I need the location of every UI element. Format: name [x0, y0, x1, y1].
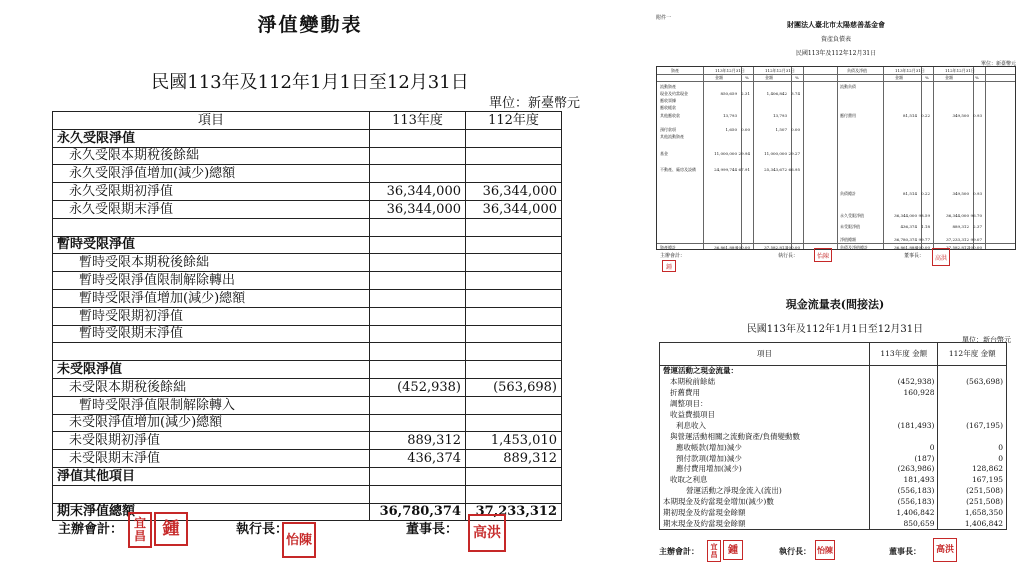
bs-liability-112-pct: 99.07 [970, 237, 982, 242]
cf-accountant-seal-b: 鍾 [723, 540, 743, 560]
bs-header-assets: 資產 [671, 68, 679, 73]
table-header-row [660, 343, 1007, 366]
table-row [660, 377, 1007, 388]
value-113: 36,344,000 [370, 183, 466, 201]
row-label: 暫時受限淨值限制解除轉入 [53, 396, 370, 414]
value-113 [370, 129, 466, 147]
value-113 [370, 343, 466, 361]
value-113 [370, 147, 466, 165]
bs-asset-113-pct: 100.00 [736, 245, 750, 250]
bs-liability-113: 436,374 [900, 224, 917, 229]
bs-asset-label: 其他流動資產 [660, 134, 684, 139]
table-row [53, 165, 562, 183]
row-label: 未受限期末淨值 [53, 450, 370, 468]
table-row [660, 475, 1007, 486]
table-row [53, 485, 562, 503]
row-label: 利息收入 [660, 420, 870, 431]
cf-chairman-label: 董事長： [889, 546, 921, 556]
table-row [660, 420, 1007, 431]
column-header-item: 項目 [53, 112, 370, 130]
table-row [53, 183, 562, 201]
value-112: (251,508) [938, 486, 1007, 497]
cf-accountant-label: 主辦會計： [659, 546, 699, 556]
table-row [660, 399, 1007, 410]
row-label: 淨值其他項目 [53, 467, 370, 485]
bs-sub-header: 金額 [715, 75, 723, 80]
bs-header-113: 113年12月31日 [895, 68, 925, 73]
row-label: 應收帳款(增加)減少 [660, 442, 870, 453]
table-row [660, 508, 1007, 519]
bs-liability-113: 36,780,374 [894, 237, 917, 242]
bs-asset-112: 13,793 [773, 113, 787, 118]
row-label: 營運活動之淨現金流入(流出) [660, 486, 870, 497]
cash-flow-title: 現金流量表(間接法) [785, 298, 885, 311]
bs-asset-112-pct: 100.00 [786, 245, 800, 250]
row-label [53, 218, 370, 236]
value-112 [466, 343, 562, 361]
grid-line [837, 67, 838, 249]
value-112 [466, 325, 562, 343]
table-row [660, 497, 1007, 508]
row-label: 永久受限本期稅後餘絀 [53, 147, 370, 165]
value-112 [466, 129, 562, 147]
bs-asset-113-pct: 67.91 [738, 167, 750, 172]
grid-line [921, 67, 922, 249]
value-113: 436,374 [370, 450, 466, 468]
table-row [53, 432, 562, 450]
statement-period: 民國113年及112年1月1日至12月31日 [151, 72, 469, 93]
grid-line [703, 67, 704, 249]
bs-liability-label: 淨值總額 [840, 237, 856, 242]
table-row [53, 200, 562, 218]
bs-liability-113: 81,514 [903, 113, 917, 118]
cf-chairman-seal: 高洪 [933, 538, 957, 562]
row-label: 永久受限淨值 [53, 129, 370, 147]
row-label: 期末現金及約當現金餘額 [660, 518, 870, 529]
bs-asset-label: 基金 [660, 151, 668, 156]
bs-asset-112: 1,406,842 [766, 91, 787, 96]
table-row [53, 254, 562, 272]
bs-liability-112: 889,312 [952, 224, 969, 229]
column-header-112: 112年度 [466, 112, 562, 130]
value-112 [466, 485, 562, 503]
row-label: 暫時受限期初淨值 [53, 307, 370, 325]
row-label: 暫時受限期末淨值 [53, 325, 370, 343]
balance-sheet-date: 民國113年及112年12月31日 [795, 50, 877, 57]
bs-liability-113-pct: 99.77 [918, 237, 930, 242]
table-row [53, 218, 562, 236]
value-112: (167,195) [938, 420, 1007, 431]
value-112 [466, 307, 562, 325]
grid-line [753, 67, 754, 249]
cash-flow-unit: 單位：新台幣元 [962, 336, 1011, 344]
bs-header-112: 112年12月31日 [945, 68, 975, 73]
bs-asset-113-pct: 0.00 [741, 127, 750, 132]
column-header-112: 112年度 金額 [938, 343, 1007, 366]
bs-asset-label: 現金及約當現金 [660, 91, 688, 96]
value-112 [938, 410, 1007, 421]
bs-asset-113-pct: 29.94 [738, 151, 750, 156]
bs-header-113: 113年12月31日 [715, 68, 745, 73]
row-label: 暫時受限淨值增加(減少)總額 [53, 289, 370, 307]
bs-asset-label: 資產總計 [660, 245, 676, 250]
value-113 [370, 467, 466, 485]
value-112: (563,698) [938, 377, 1007, 388]
row-label: 未受限淨值增加(減少)總額 [53, 414, 370, 432]
balance-sheet-title: 資產負債表 [820, 36, 851, 43]
value-112 [466, 361, 562, 379]
balance-sheet [656, 10, 1016, 272]
bs-liability-113: 36,861,888 [894, 245, 917, 250]
balance-sheet-table [656, 66, 1016, 250]
value-112 [938, 366, 1007, 377]
value-112: 889,312 [466, 450, 562, 468]
bs-liability-112-pct: 0.93 [973, 113, 982, 118]
bs-accountant-label: 主辦會計： [660, 253, 686, 259]
grid-line [985, 67, 986, 249]
value-113 [869, 366, 938, 377]
table-row [660, 366, 1007, 377]
value-113: 36,344,000 [370, 200, 466, 218]
cash-flow-period: 民國113年及112年1月1日至12月31日 [746, 324, 924, 335]
table-row [660, 486, 1007, 497]
table-row [660, 410, 1007, 421]
value-112: 36,344,000 [466, 200, 562, 218]
value-112 [466, 218, 562, 236]
bs-liability-label: 負債總計 [840, 191, 856, 196]
value-112: 167,195 [938, 475, 1007, 486]
column-header-113: 113年度 金額 [869, 343, 938, 366]
cash-flow-table [659, 342, 1007, 530]
bs-asset-113: 13,793 [723, 113, 737, 118]
bs-liability-112-pct: 0.93 [973, 191, 982, 196]
cf-executive-seal: 怡陳 [815, 540, 835, 560]
organization-name: 財團法人臺北市太陽慈善基金會 [787, 20, 885, 29]
row-label: 期末淨值總額 [53, 503, 370, 521]
value-112 [466, 289, 562, 307]
value-112: 0 [938, 453, 1007, 464]
value-112: 1,406,842 [938, 518, 1007, 529]
value-112 [466, 165, 562, 183]
value-113: 181,493 [869, 475, 938, 486]
value-113: (263,986) [869, 464, 938, 475]
statement-title: 淨值變動表 [257, 14, 363, 36]
row-label: 未受限淨值 [53, 361, 370, 379]
value-112 [938, 431, 1007, 442]
value-113 [869, 431, 938, 442]
value-113 [370, 325, 466, 343]
column-header-113: 113年度 [370, 112, 466, 130]
value-112: 128,862 [938, 464, 1007, 475]
bs-asset-label: 預付款項 [660, 127, 676, 132]
bs-asset-113: 11,000,000 [714, 151, 737, 156]
value-113 [370, 289, 466, 307]
grid-line [933, 67, 934, 249]
value-112 [466, 236, 562, 254]
table-row [53, 414, 562, 432]
bs-asset-113: 24,999,744 [714, 167, 737, 172]
table-row [53, 343, 562, 361]
table-row [53, 236, 562, 254]
table-row [53, 307, 562, 325]
bs-liability-112: 37,233,312 [946, 237, 969, 242]
table-header-row [53, 112, 562, 130]
value-112 [466, 254, 562, 272]
table-row [53, 467, 562, 485]
row-label: 永久受限期末淨值 [53, 200, 370, 218]
value-112: (563,698) [466, 378, 562, 396]
executive-seal: 怡陳 [282, 522, 316, 558]
bs-executive-label: 執行長： [778, 253, 799, 259]
bs-sub-header: % [795, 75, 799, 80]
bs-asset-112: 1,507 [775, 127, 787, 132]
value-113: (556,183) [869, 497, 938, 508]
table-row [53, 272, 562, 290]
bs-sub-header: % [745, 75, 749, 80]
row-label: 暫時受限淨值限制解除轉出 [53, 272, 370, 290]
value-112 [466, 272, 562, 290]
bs-asset-112-pct: 3.74 [791, 91, 800, 96]
table-row [660, 442, 1007, 453]
value-113 [869, 399, 938, 410]
table-row [53, 450, 562, 468]
currency-unit: 單位：新臺幣元 [488, 96, 580, 111]
table-row [53, 361, 562, 379]
bs-liability-113-pct: 0.22 [921, 113, 930, 118]
value-112: 1,658,350 [938, 508, 1007, 519]
value-112 [938, 388, 1007, 399]
accountant-seal-b: 鍾 [154, 512, 188, 546]
table-row [660, 453, 1007, 464]
value-112 [466, 414, 562, 432]
value-113: (452,938) [869, 377, 938, 388]
bs-liability-112-pct: 96.70 [970, 213, 982, 218]
row-label [53, 485, 370, 503]
cf-accountant-seal-a: 宜昌 [707, 540, 721, 562]
bs-sub-header: 金額 [765, 75, 773, 80]
row-label: 營運活動之現金流量： [660, 366, 870, 377]
bs-asset-113-pct: 2.31 [741, 91, 750, 96]
chairman-seal: 高洪 [468, 514, 506, 552]
row-label [53, 343, 370, 361]
accountant-seal-a: 宜昌 [128, 512, 152, 548]
bs-chairman-label: 董事長： [904, 253, 925, 259]
value-113: (187) [869, 453, 938, 464]
table-row [660, 388, 1007, 399]
bs-chairman-seal: 高洪 [932, 248, 950, 266]
value-112: (251,508) [938, 497, 1007, 508]
bs-liability-112: 37,582,812 [946, 245, 969, 250]
bs-liability-label: 流動負債 [840, 84, 856, 89]
table-row [53, 378, 562, 396]
cf-executive-label: 執行長： [779, 546, 811, 556]
bs-accountant-seal: 鍾 [662, 260, 676, 272]
value-112: 36,344,000 [466, 183, 562, 201]
value-113 [370, 218, 466, 236]
row-label: 應付費用增加(減少) [660, 464, 870, 475]
row-label: 折舊費用 [660, 388, 870, 399]
value-112 [466, 147, 562, 165]
bs-liability-112-pct: 2.37 [973, 224, 982, 229]
bs-liability-label: 永久受限淨值 [840, 213, 864, 218]
balance-sheet-unit: 單位：新臺幣元 [980, 61, 1016, 67]
chairman-signature-label: 董事長： [406, 522, 459, 537]
table-row [53, 325, 562, 343]
value-113 [370, 254, 466, 272]
row-label: 調整項目： [660, 399, 870, 410]
value-112 [938, 399, 1007, 410]
grid-line [803, 67, 804, 249]
bs-liability-112: 349,500 [952, 191, 969, 196]
bs-asset-112: 11,000,000 [764, 151, 787, 156]
value-112 [466, 467, 562, 485]
bs-asset-label: 流動資產 [660, 84, 676, 89]
table-row [53, 396, 562, 414]
bs-asset-112: 25,343,672 [764, 167, 787, 172]
row-label: 永久受限淨值增加(減少)總額 [53, 165, 370, 183]
bs-liability-113-pct: 0.22 [921, 191, 930, 196]
bs-asset-113: 36,861,889 [714, 245, 737, 250]
value-113 [370, 272, 466, 290]
bs-sub-header: % [925, 75, 929, 80]
bs-asset-label: 其他應收款 [660, 113, 680, 118]
bs-liability-113: 81,514 [903, 191, 917, 196]
bs-liability-label: 負債及淨值總計 [840, 245, 868, 250]
value-113 [370, 485, 466, 503]
grid-line [973, 67, 974, 249]
bs-header-112: 112年12月31日 [765, 68, 795, 73]
row-label: 暫時受限淨值 [53, 236, 370, 254]
row-label: 收取之利息 [660, 475, 870, 486]
net-asset-statement [50, 10, 580, 570]
table-row [660, 518, 1007, 529]
row-label: 收益費損項目 [660, 410, 870, 421]
table-row [660, 431, 1007, 442]
value-112 [466, 396, 562, 414]
bs-liability-112: 349,500 [952, 113, 969, 118]
bs-liability-113-pct: 1.18 [921, 224, 930, 229]
bs-asset-112-pct: 29.27 [788, 151, 800, 156]
cash-flow-statement [655, 292, 1015, 572]
column-header-item: 項目 [660, 343, 870, 366]
bs-sub-header: 金額 [895, 75, 903, 80]
row-label: 本期稅前餘絀 [660, 377, 870, 388]
bs-liability-113: 36,344,000 [894, 213, 917, 218]
grid-line [883, 67, 884, 249]
executive-signature-label: 執行長： [236, 522, 289, 537]
bs-header-liabilities: 負債及淨值 [847, 68, 867, 73]
row-label: 本期現金及約當現金增加(減少)數 [660, 497, 870, 508]
value-113: 1,406,842 [869, 508, 938, 519]
bs-liability-112-pct: 100.00 [968, 245, 982, 250]
value-113: 889,312 [370, 432, 466, 450]
bs-asset-label: 不動產、廠房及設備 [660, 167, 696, 172]
row-label: 未受限本期稅後餘絀 [53, 378, 370, 396]
value-113 [370, 396, 466, 414]
table-row [53, 129, 562, 147]
bs-liability-113-pct: 98.59 [918, 213, 930, 218]
table-row [53, 289, 562, 307]
bs-asset-label: 應收票據 [660, 98, 676, 103]
value-113: (556,183) [869, 486, 938, 497]
bs-executive-seal: 怡陳 [814, 248, 832, 262]
bs-asset-label: 應收帳款 [660, 105, 676, 110]
value-113: 160,928 [869, 388, 938, 399]
row-label: 暫時受限本期稅後餘絀 [53, 254, 370, 272]
net-asset-table [52, 111, 562, 521]
bs-asset-113: 1,650 [725, 127, 737, 132]
value-113: 0 [869, 442, 938, 453]
bs-liability-label: 應付費用 [840, 113, 856, 118]
value-113 [869, 410, 938, 421]
value-112: 1,453,010 [466, 432, 562, 450]
attachment-tag: 附件一 [656, 15, 672, 21]
value-113: 850,659 [869, 518, 938, 529]
table-row [660, 464, 1007, 475]
bs-liability-113-pct: 100.00 [916, 245, 930, 250]
row-label: 期初現金及約當現金餘額 [660, 508, 870, 519]
accountant-signature-label: 主辦會計： [58, 522, 124, 537]
value-113: (181,493) [869, 420, 938, 431]
value-113 [370, 165, 466, 183]
bs-asset-112: 37,582,813 [764, 245, 787, 250]
bs-asset-112-pct: 66.95 [788, 167, 800, 172]
value-113 [370, 361, 466, 379]
value-113 [370, 236, 466, 254]
row-label: 預付款項(增加)減少 [660, 453, 870, 464]
value-113 [370, 307, 466, 325]
row-label: 永久受限期初淨值 [53, 183, 370, 201]
bs-asset-112-pct: 0.00 [791, 127, 800, 132]
value-112: 0 [938, 442, 1007, 453]
value-113: (452,938) [370, 378, 466, 396]
bs-asset-113: 850,659 [720, 91, 737, 96]
row-label: 與營運活動相關之流動資產/負債變動數 [660, 431, 870, 442]
bs-liability-label: 未受限淨值 [840, 224, 860, 229]
row-label: 未受限期初淨值 [53, 432, 370, 450]
table-row [53, 147, 562, 165]
bs-sub-header: % [975, 75, 979, 80]
grid-line [657, 81, 1015, 82]
bs-sub-header: 金額 [945, 75, 953, 80]
grid-line [657, 243, 1015, 244]
value-112: 37,233,312 [466, 503, 562, 521]
grid-line [657, 74, 1015, 75]
value-113: 36,780,374 [370, 503, 466, 521]
value-113 [370, 414, 466, 432]
bs-liability-112: 36,344,000 [946, 213, 969, 218]
